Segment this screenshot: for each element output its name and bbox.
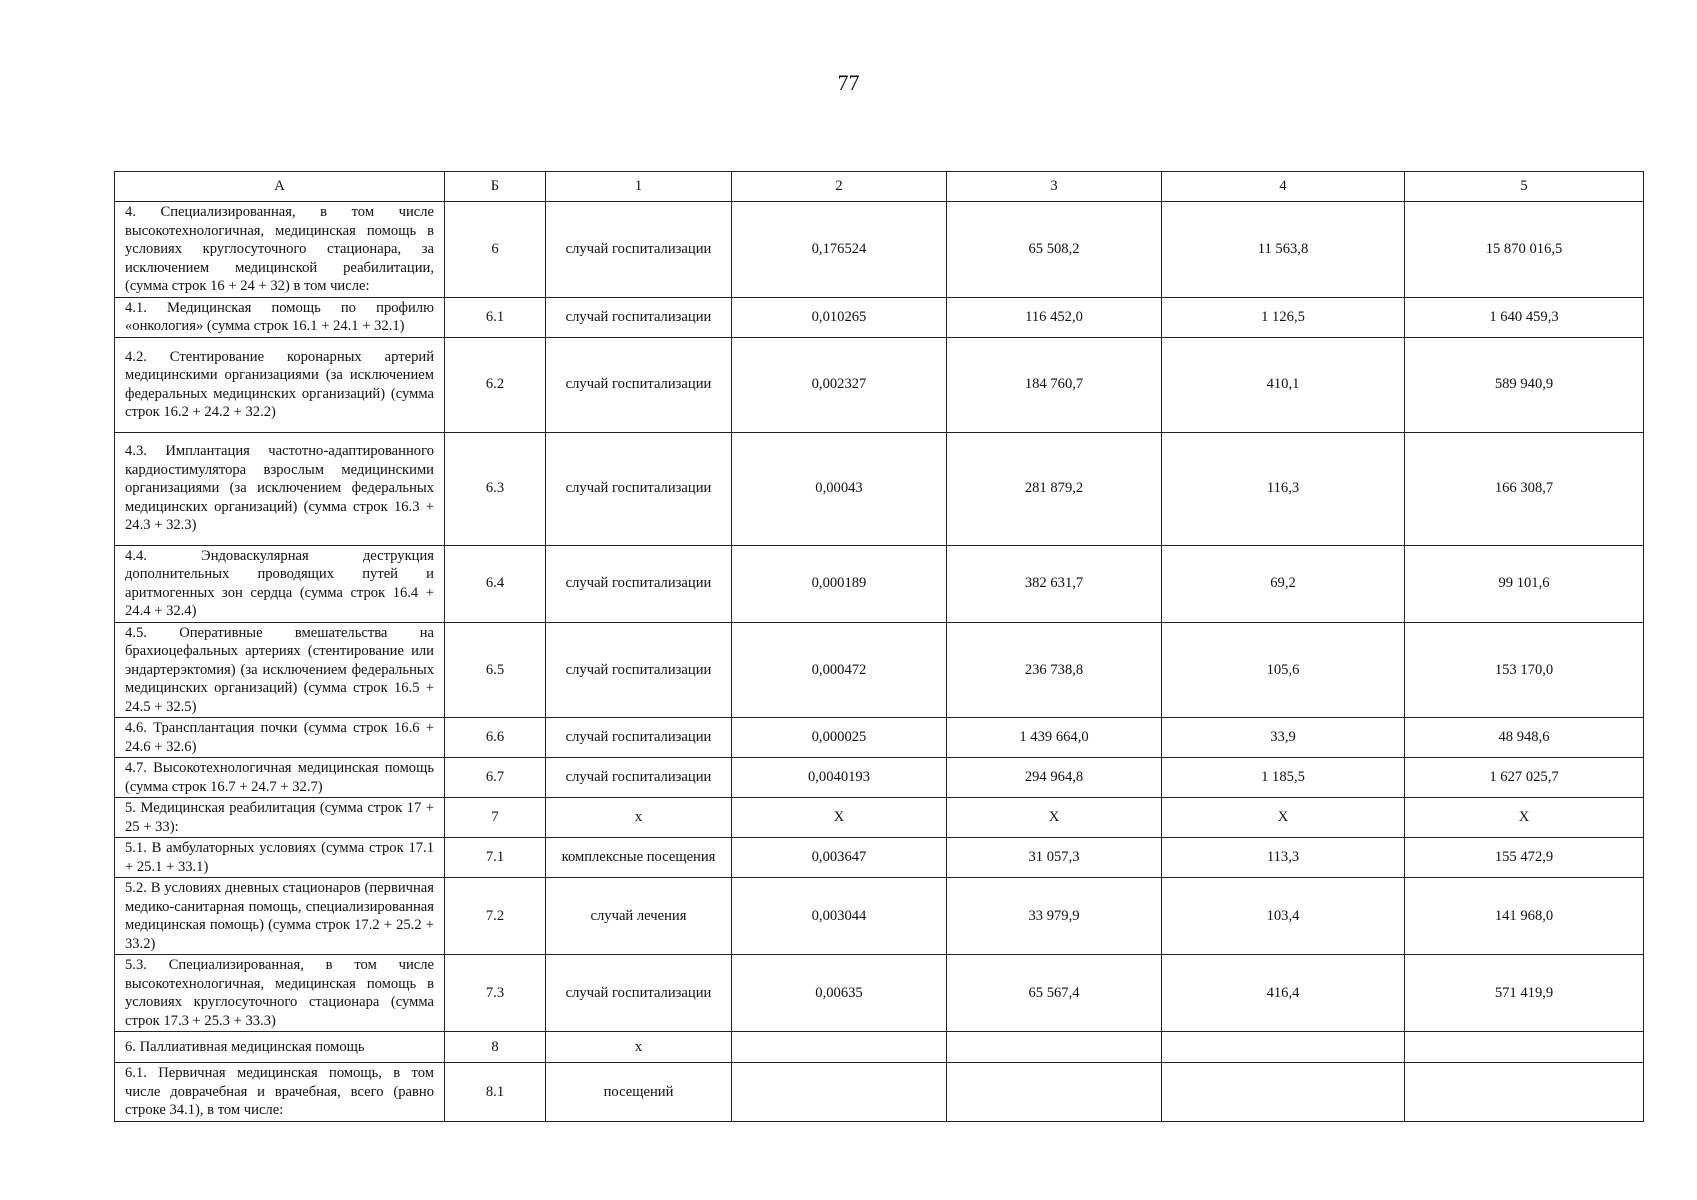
row-label: 4.5. Оперативные вмешательства на брахиоцефальных артериях (стентирование или эндартерэктомия) (за исключением федеральных медицинских организаций) (сумма строк 16.5 + 24.5 + 32.5) xyxy=(115,622,445,718)
table-row xyxy=(115,1032,1644,1063)
header-col-2: 2 xyxy=(732,172,947,202)
row-label: 4.6. Трансплантация почки (сумма строк 16.6 + 24.6 + 32.6) xyxy=(115,718,445,758)
table-row xyxy=(115,878,1644,955)
row-value-3: 281 879,2 xyxy=(947,432,1162,545)
row-value-3 xyxy=(947,1063,1162,1122)
row-value-5: 153 170,0 xyxy=(1405,622,1644,718)
row-value-3: 1 439 664,0 xyxy=(947,718,1162,758)
row-label: 5.1. В амбулаторных условиях (сумма строк 17.1 + 25.1 + 33.1) xyxy=(115,838,445,878)
page-number: 77 xyxy=(837,70,860,95)
row-value-2: 0,00635 xyxy=(732,955,947,1032)
row-value-4: 410,1 xyxy=(1162,337,1405,432)
row-label: 4.4. Эндоваскулярная деструкция дополнительных проводящих путей и аритмогенных зон сердца (сумма строк 16.4 + 24.4 + 32.4) xyxy=(115,545,445,622)
row-label: 6.1. Первичная медицинская помощь, в том числе доврачебная и врачебная, всего (равно строке 34.1), в том числе: xyxy=(115,1063,445,1122)
row-value-4 xyxy=(1162,1063,1405,1122)
row-value-5: 155 472,9 xyxy=(1405,838,1644,878)
row-value-2: 0,0040193 xyxy=(732,758,947,798)
row-value-5 xyxy=(1405,1032,1644,1063)
row-code: 6.5 xyxy=(445,622,546,718)
row-label: 5. Медицинская реабилитация (сумма строк 17 + 25 + 33): xyxy=(115,798,445,838)
table-row xyxy=(115,202,1644,298)
statistics-table xyxy=(114,171,1644,1122)
row-value-4: 116,3 xyxy=(1162,432,1405,545)
header-col-4: 4 xyxy=(1162,172,1405,202)
row-unit: случай госпитализации xyxy=(546,297,732,337)
row-value-3: 33 979,9 xyxy=(947,878,1162,955)
table-row xyxy=(115,758,1644,798)
table-row xyxy=(115,337,1644,432)
row-label: 5.3. Специализированная, в том числе высокотехнологичная, медицинская помощь в условиях круглосуточного стационара (сумма строк 17.3 + 25.3 + 33.3) xyxy=(115,955,445,1032)
row-unit: случай госпитализации xyxy=(546,622,732,718)
header-col-5: 5 xyxy=(1405,172,1644,202)
table-row xyxy=(115,432,1644,545)
table-row xyxy=(115,1063,1644,1122)
row-unit: случай госпитализации xyxy=(546,337,732,432)
row-value-2: 0,176524 xyxy=(732,202,947,298)
row-label: 4.7. Высокотехнологичная медицинская помощь (сумма строк 16.7 + 24.7 + 32.7) xyxy=(115,758,445,798)
row-value-5: 48 948,6 xyxy=(1405,718,1644,758)
row-unit: случай лечения xyxy=(546,878,732,955)
row-code: 8.1 xyxy=(445,1063,546,1122)
row-value-5: 15 870 016,5 xyxy=(1405,202,1644,298)
row-unit: случай госпитализации xyxy=(546,202,732,298)
row-value-3: Х xyxy=(947,798,1162,838)
row-value-3: 382 631,7 xyxy=(947,545,1162,622)
row-value-4: 69,2 xyxy=(1162,545,1405,622)
row-unit: случай госпитализации xyxy=(546,545,732,622)
row-value-4: Х xyxy=(1162,798,1405,838)
row-code: 6.1 xyxy=(445,297,546,337)
row-value-5: 1 640 459,3 xyxy=(1405,297,1644,337)
row-value-5: 1 627 025,7 xyxy=(1405,758,1644,798)
row-value-4: 103,4 xyxy=(1162,878,1405,955)
row-label: 6. Паллиативная медицинская помощь xyxy=(115,1032,445,1063)
row-value-3: 294 964,8 xyxy=(947,758,1162,798)
row-value-3 xyxy=(947,1032,1162,1063)
row-value-5: Х xyxy=(1405,798,1644,838)
row-code: 6.4 xyxy=(445,545,546,622)
row-value-4: 105,6 xyxy=(1162,622,1405,718)
header-col-b: Б xyxy=(445,172,546,202)
row-code: 7.1 xyxy=(445,838,546,878)
row-label: 5.2. В условиях дневных стационаров (первичная медико-санитарная помощь, специализированная медицинская помощь) (сумма строк 17.2 + 25.2 + 33.2) xyxy=(115,878,445,955)
row-unit: случай госпитализации xyxy=(546,432,732,545)
row-value-3: 31 057,3 xyxy=(947,838,1162,878)
row-value-2: 0,000025 xyxy=(732,718,947,758)
table-row xyxy=(115,545,1644,622)
row-value-5: 141 968,0 xyxy=(1405,878,1644,955)
row-unit: х xyxy=(546,798,732,838)
row-value-2: 0,003647 xyxy=(732,838,947,878)
row-value-2: 0,010265 xyxy=(732,297,947,337)
row-value-2: 0,000189 xyxy=(732,545,947,622)
row-unit: случай госпитализации xyxy=(546,758,732,798)
row-label: 4. Специализированная, в том числе высокотехнологичная, медицинская помощь в условиях круглосуточного стационара, за исключением медицинской реабилитации, (сумма строк 16 + 24 + 32) в том числе: xyxy=(115,202,445,298)
row-unit: х xyxy=(546,1032,732,1063)
row-value-4: 416,4 xyxy=(1162,955,1405,1032)
row-unit: случай госпитализации xyxy=(546,718,732,758)
row-value-2: 0,000472 xyxy=(732,622,947,718)
row-value-5: 589 940,9 xyxy=(1405,337,1644,432)
row-value-3: 65 567,4 xyxy=(947,955,1162,1032)
table-row xyxy=(115,622,1644,718)
row-value-4: 1 185,5 xyxy=(1162,758,1405,798)
row-label: 4.3. Имплантация частотно-адаптированного кардиостимулятора взрослым медицинскими организациями (за исключением федеральных медицинских организаций) (сумма строк 16.3 + 24.3 + 32.3) xyxy=(115,432,445,545)
header-col-1: 1 xyxy=(546,172,732,202)
table-row xyxy=(115,798,1644,838)
row-value-3: 236 738,8 xyxy=(947,622,1162,718)
row-code: 6.6 xyxy=(445,718,546,758)
header-col-3: 3 xyxy=(947,172,1162,202)
row-unit: случай госпитализации xyxy=(546,955,732,1032)
row-code: 6 xyxy=(445,202,546,298)
row-code: 7 xyxy=(445,798,546,838)
row-value-4: 113,3 xyxy=(1162,838,1405,878)
row-value-4: 33,9 xyxy=(1162,718,1405,758)
row-value-5: 99 101,6 xyxy=(1405,545,1644,622)
row-code: 6.2 xyxy=(445,337,546,432)
header-row xyxy=(115,172,1644,202)
row-code: 7.3 xyxy=(445,955,546,1032)
row-code: 7.2 xyxy=(445,878,546,955)
row-unit: посещений xyxy=(546,1063,732,1122)
table-row xyxy=(115,297,1644,337)
row-value-3: 116 452,0 xyxy=(947,297,1162,337)
row-value-3: 184 760,7 xyxy=(947,337,1162,432)
row-value-3: 65 508,2 xyxy=(947,202,1162,298)
table-row xyxy=(115,955,1644,1032)
table-row xyxy=(115,838,1644,878)
row-value-5: 166 308,7 xyxy=(1405,432,1644,545)
row-code: 6.7 xyxy=(445,758,546,798)
row-value-4: 11 563,8 xyxy=(1162,202,1405,298)
row-code: 8 xyxy=(445,1032,546,1063)
row-label: 4.2. Стентирование коронарных артерий медицинскими организациями (за исключением федеральных медицинских организаций) (сумма строк 16.2 + 24.2 + 32.2) xyxy=(115,337,445,432)
row-value-4: 1 126,5 xyxy=(1162,297,1405,337)
row-value-2: 0,002327 xyxy=(732,337,947,432)
row-value-2 xyxy=(732,1032,947,1063)
row-value-2: 0,00043 xyxy=(732,432,947,545)
row-value-2: 0,003044 xyxy=(732,878,947,955)
row-value-2 xyxy=(732,1063,947,1122)
table-row xyxy=(115,718,1644,758)
row-label: 4.1. Медицинская помощь по профилю «онкология» (сумма строк 16.1 + 24.1 + 32.1) xyxy=(115,297,445,337)
row-value-2: Х xyxy=(732,798,947,838)
row-value-5 xyxy=(1405,1063,1644,1122)
row-code: 6.3 xyxy=(445,432,546,545)
row-value-4 xyxy=(1162,1032,1405,1063)
row-unit: комплексные посещения xyxy=(546,838,732,878)
row-value-5: 571 419,9 xyxy=(1405,955,1644,1032)
header-col-a: А xyxy=(115,172,445,202)
